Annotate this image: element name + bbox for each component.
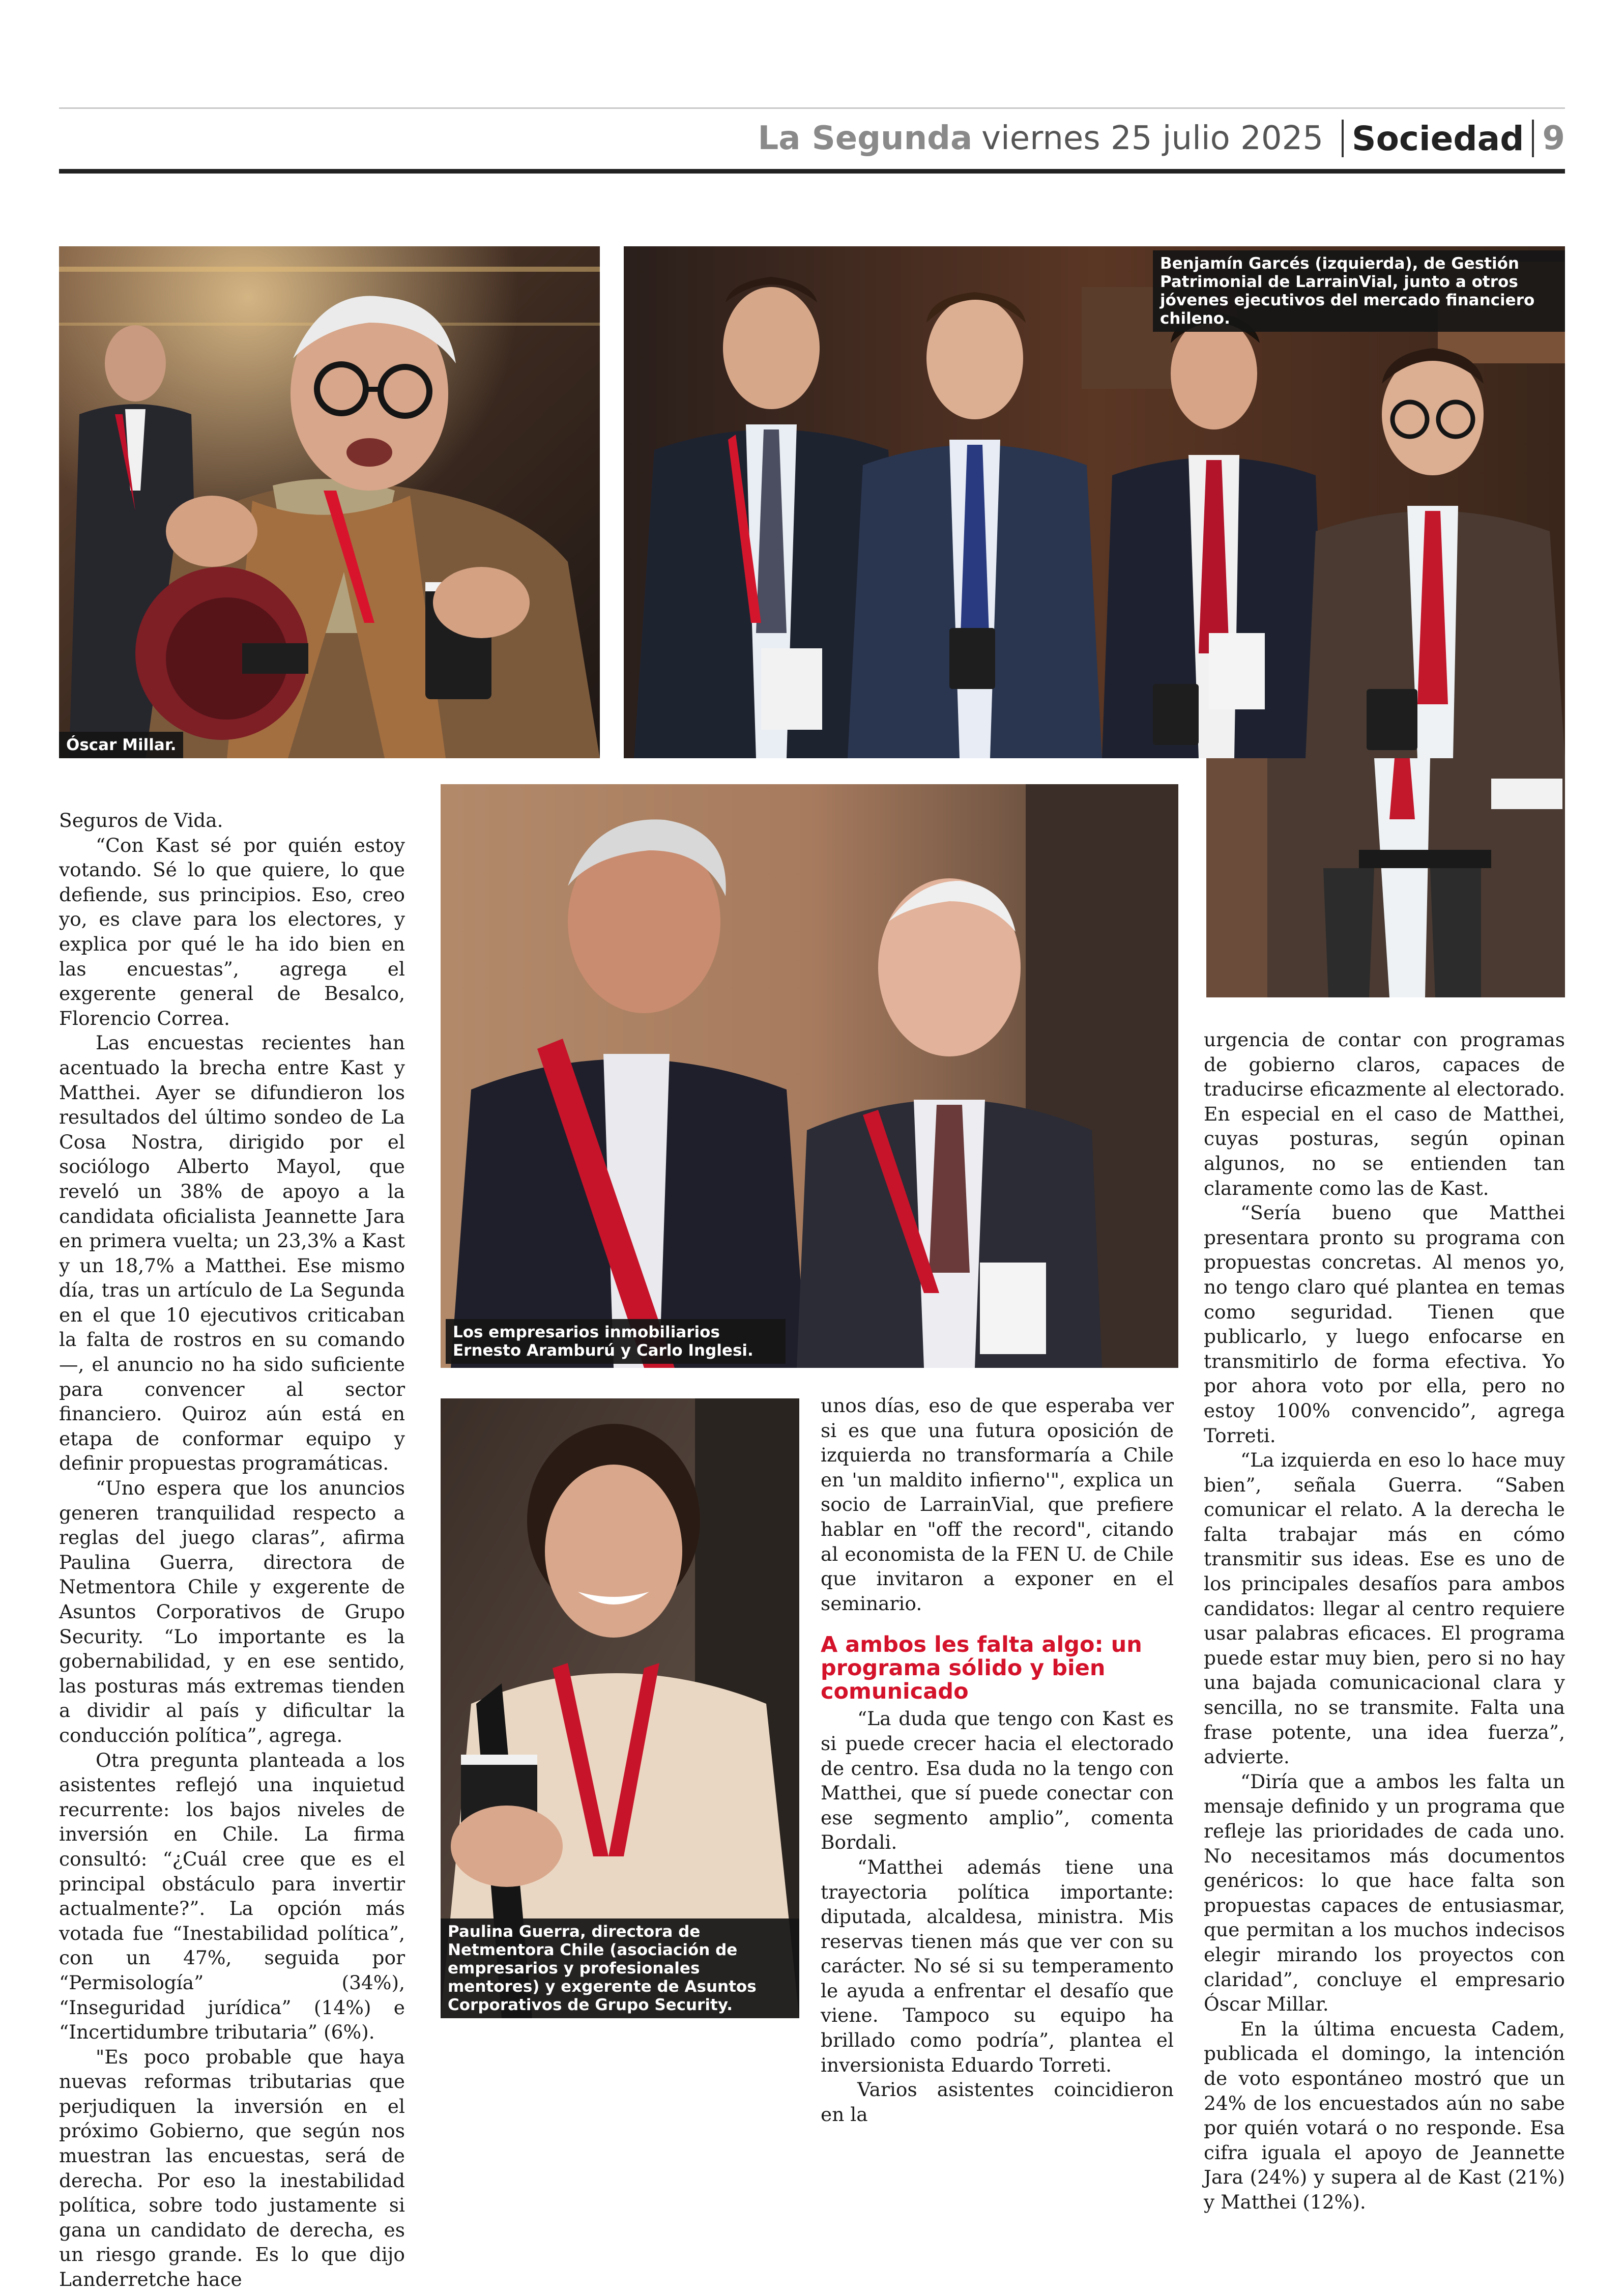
- paragraph: "Es poco probable que haya nuevas reformas tributarias que perjudiquen la inversión en el próximo Gobierno, que según nos muestran las encuestas, será de derecha. Por eso la inestabilidad política, sobre todo justamente si gana un candidato de derecha, es un riesgo grande. Es lo que dijo Landerretche hace: [59, 2045, 405, 2291]
- paragraph: Varios asistentes coincidieron en la: [821, 2078, 1174, 2126]
- header-bottom-rule: [59, 169, 1565, 174]
- photo-caption: Óscar Millar.: [59, 732, 183, 758]
- photo-caption: Los empresarios inmobiliarios Ernesto Aramburú y Carlo Inglesi.: [446, 1319, 786, 1364]
- issue-date: viernes 25 julio 2025: [981, 120, 1324, 157]
- article-subheading: A ambos les falta algo: un programa sólido y bien comunicado: [821, 1632, 1142, 1705]
- page-number: 9: [1542, 120, 1565, 157]
- photo-young-executives: [624, 246, 1565, 758]
- paragraph: Seguros de Vida.: [59, 809, 223, 832]
- paragraph: “La duda que tengo con Kast es si puede crecer hacia el electorado de centro. Esa duda no la tengo con Matthei, que sí puede conectar con ese segmento amplio”, comenta Bordali.: [821, 1707, 1174, 1854]
- photo-oscar-millar: [59, 246, 600, 758]
- paragraph: “Con Kast sé por quién estoy votando. Sé lo que quiere, lo que defiende, sus principios. Eso, creo yo, es clave para los electores, y explica por qué le ha ido bien en las encuestas”, agrega el exgerente general de Besalco, Florencio Correa.: [59, 834, 405, 1029]
- paragraph: urgencia de contar con programas de gobierno claros, capaces de traducirse eficazmente al electorado. En especial en el caso de Matthei, cuyas posturas, según opinan algunos, no se entienden tan claramente como las de Kast.: [1204, 1028, 1565, 1199]
- paragraph: “Matthei además tiene una trayectoria política importante: diputada, alcaldesa, ministra. Mis reservas tienen más que ver con su carácter. No sé si su temperamento le ayuda a enfrentar el desafío que viene. Tampoco su equipo ha brillado como podría”, plantea el inversionista Eduardo Torreti.: [821, 1855, 1174, 2076]
- paragraph: “Diría que a ambos les falta un mensaje definido y un programa que refleje las prioridades de cada uno. No necesitamos más documentos genéricos: lo que hace falta son propuestas capaces de entusiasmar, que permitan a los muchos indecisos elegir mirando los proyectos con claridad”, concluye el empresario Óscar Millar.: [1204, 1770, 1565, 2016]
- paragraph: “La izquierda en eso lo hace muy bien”, señala Guerra. “Saben comunicar el relato. A la derecha le falta trabajar más en cómo transmitir sus ideas. Ese es uno de los principales desafíos para ambos candidatos: llegar al centro requiere usar palabras eficaces. El programa puede estar muy bien, pero si no hay una bajada comunicacional clara y sencilla, no se transmite. Falta una frase potente, una idea fuerza”, advierte.: [1204, 1449, 1565, 1768]
- paragraph: “Uno espera que los anuncios generen tranquilidad respecto a reglas del juego claras”, afirma Paulina Guerra, directora de Netmentora Chile y exgerente de Asuntos Corporativos de Grupo Security. “Lo importante es la gobernabilidad, y en ese sentido, las posturas más extremas tienden a dividir al país y dificultar la conducción política”, agrega.: [59, 1477, 405, 1746]
- article-column-3: [1204, 1027, 1565, 2215]
- article-column-2: [821, 1393, 1174, 2127]
- photo-aramburu-inglesi: [441, 784, 1178, 1368]
- publication-name: La Segunda: [758, 120, 973, 157]
- paragraph: unos días, eso de que esperaba ver si es que una futura oposición de izquierda no transformaría a Chile en 'un maldito infierno'", explica un socio de LarrainVial, que prefiere hablar en "off the record", citando al economista de la FEN U. de Chile que invitaron a exponer en el seminario.: [821, 1394, 1174, 1615]
- paragraph: Otra pregunta planteada a los asistentes reflejó una inquietud recurrente: los bajos niveles de inversión en Chile. La firma consultó: “¿Cuál cree que es el principal obstáculo para invertir actualmente?”. La opción más votada fue “Inestabilidad política”, con un 47%, seguida por “Permisología” (34%), “Inseguridad jurídica” (14%) e “Incertidumbre tributaria” (6%).: [59, 1749, 405, 2044]
- photo-caption: Paulina Guerra, directora de Netmentora Chile (asociación de empresarios y profesionales mentores) y exgerente de Asuntos Corporativos de Grupo Security.: [441, 1918, 799, 2018]
- paragraph: “Sería bueno que Matthei presentara pronto su programa con propuestas concretas. Al menos yo, no tengo claro qué plantea en temas como seguridad. Tienen que publicarlo, y luego enfocarse en transmitirlo de forma efectiva. Yo por ahora voto por ella, pero no estoy 100% convencido”, agrega Torreti.: [1204, 1201, 1565, 1447]
- section-name: Sociedad: [1352, 119, 1524, 158]
- header-divider-2: [1532, 120, 1534, 157]
- page-header: [59, 113, 1565, 164]
- header-divider: [1342, 120, 1344, 157]
- paragraph: En la última encuesta Cadem, publicada el domingo, la intención de voto espontáneo mostró que un 24% de los encuestados aún no sabe por quién votará o no responde. Esa cifra iguala el apoyo de Jeannette Jara (24%) y supera al de Kast (21%) y Matthei (12%).: [1204, 2017, 1565, 2213]
- photo-young-executives-lower: [1206, 758, 1565, 997]
- paragraph: Las encuestas recientes han acentuado la brecha entre Kast y Matthei. Ayer se difundieron los resultados del último sondeo de La Cosa Nostra, dirigido por el sociólogo Alberto Mayol, que reveló un 38% de apoyo a la candidata oficialista Jeannette Jara en primera vuelta; un 23,3% a Kast y un 18,7% a Matthei. Ese mismo día, tras un artículo de La Segunda en el que 10 ejecutivos criticaban la falta de rostros en su comando—, el anuncio no ha sido suficiente para convencer al sector financiero. Quiroz aún está en etapa de conformar equipo y definir propuestas programáticas.: [59, 1032, 405, 1475]
- article-column-1: [59, 808, 405, 2292]
- photo-caption: Benjamín Garcés (izquierda), de Gestión Patrimonial de LarrainVial, junto a otros jóvenes ejecutivos del mercado financiero chileno.: [1153, 250, 1565, 332]
- header-top-rule: [59, 107, 1565, 109]
- photo-paulina-guerra: [441, 1398, 799, 2018]
